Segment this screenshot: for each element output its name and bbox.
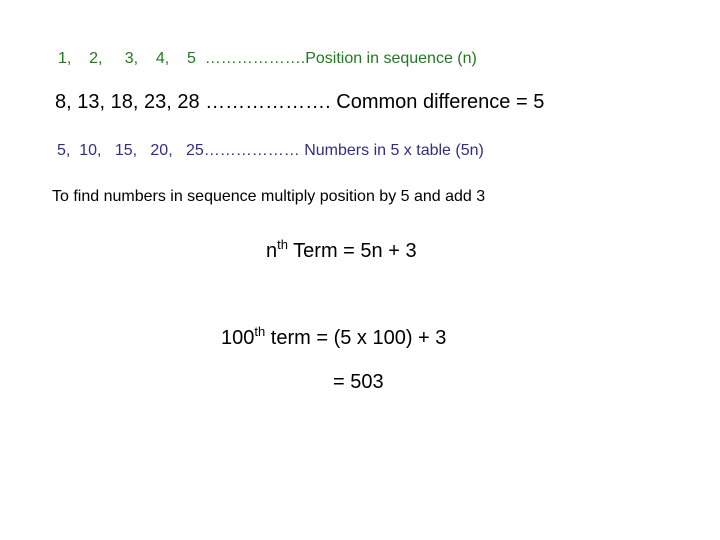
hundredth-term-formula [221,324,447,349]
position-dots: ………………. [204,50,306,67]
table-numbers: 5, 10, 15, 20, 25 [57,142,204,159]
sequence-dots: ………………. [205,91,337,113]
position-line [58,51,477,67]
five-times-table-line [57,143,484,159]
table-label: Numbers in 5 x table (5n) [299,142,484,159]
hundredth-term-expression: term = (5 x 100) + 3 [265,327,447,349]
sequence-line [55,92,544,112]
result-value: = 503 [333,371,384,393]
sequence-numbers: 8, 13, 18, 23, 28 [55,91,206,113]
common-difference-label: Common difference = 5 [336,91,545,113]
position-label: Position in sequence (n) [305,50,477,67]
rule-text: To find numbers in sequence multiply position by 5 and add 3 [52,188,486,205]
nth-term-n: n [266,240,278,262]
table-dots: ……………… [203,142,300,159]
nth-term-superscript: th [277,237,288,253]
nth-term-expression: Term = 5n + 3 [287,240,417,262]
hundredth-term-superscript: th [254,324,266,340]
position-numbers: 1, 2, 3, 4, 5 [58,50,205,67]
hundredth-term-number: 100 [221,327,255,349]
nth-term-formula [266,237,417,262]
